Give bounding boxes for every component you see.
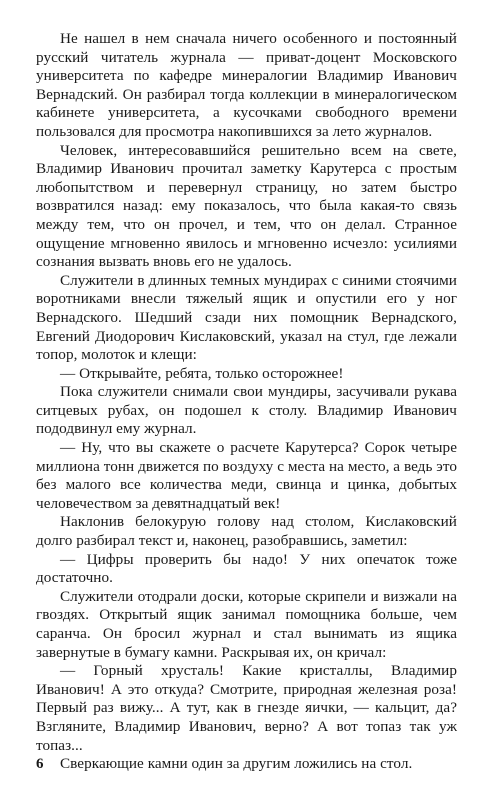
page-text-block bbox=[36, 30, 457, 774]
paragraph: Не нашел в нем сначала ничего особенного и постоянный русский читатель журнала — приват-доцент Московского университета по кафедре минералогии Владимир Иванович Вернадский. Он разбирал тогда коллекции в минералогическом кабинете университета, а кусочками свободного времени пользовался для просмотра накопившихся за лето журналов. bbox=[36, 30, 457, 140]
paragraph: Наклонив белокурую голову над столом, Кислаковский долго разбирал текст и, наконец, разобравшись, заметил: bbox=[36, 513, 457, 550]
dialogue-line: — Открывайте, ребята, только осторожнее! bbox=[60, 364, 344, 382]
paragraph: Человек, интересовавшийся решительно всем на свете, Владимир Иванович прочитал заметку Карутерса с простым любопытством и перевернул страницу, но затем быстро возвратился назад: ему показалось, что была какая-то связь между тем, что он прочел, и тем, что он делал. Странное ощущение мгновенно явилось и мгновенно исчезло: усилиями сознания вызвать вновь его не удалось. bbox=[36, 141, 457, 271]
paragraph: Служители в длинных темных мундирах с синими стоячими воротниками внесли тяжелый ящик и опустили его у ног Вернадского. Шедший сзади них помощник Вернадского, Евгений Диодорович Кислаковский, указал на стул, где лежали топор, молоток и клещи: bbox=[36, 271, 457, 364]
dialogue-line: — Цифры проверить бы надо! У них опечаток тоже достаточно. bbox=[36, 550, 457, 587]
dialogue-line: — Горный хрусталь! Какие кристаллы, Владимир Иванович! А это откуда? Смотрите, природная железная роза! Первый раз вижу... А тут, как в гнезде яички, — кальцит, да? Взгляните, Владимир Иванович, верно? А вот топаз так уж топаз... bbox=[36, 662, 457, 754]
paragraph: Сверкающие камни один за другим ложились на стол. bbox=[60, 755, 413, 773]
dialogue-line: — Ну, что вы скажете о расчете Карутерса? Сорок четыре миллиона тонн движется по воздуху с места на место, а ведь это без малого все количества меди, свинца и цинка, добытых человечеством за девятнадцатый век! bbox=[36, 439, 457, 512]
page-number: 6 bbox=[36, 756, 44, 772]
paragraph: Пока служители снимали свои мундиры, засучивали рукава ситцевых рубах, он подошел к столу. Владимир Иванович пододвинул ему журнал. bbox=[36, 383, 457, 438]
paragraph: Служители отодрали доски, которые скрипели и визжали на гвоздях. Открытый ящик занимал помощника больше, чем саранча. Он бросил журнал и стал вынимать из ящика завернутые в бумагу камни. Раскрывая их, он кричал: bbox=[36, 587, 457, 661]
